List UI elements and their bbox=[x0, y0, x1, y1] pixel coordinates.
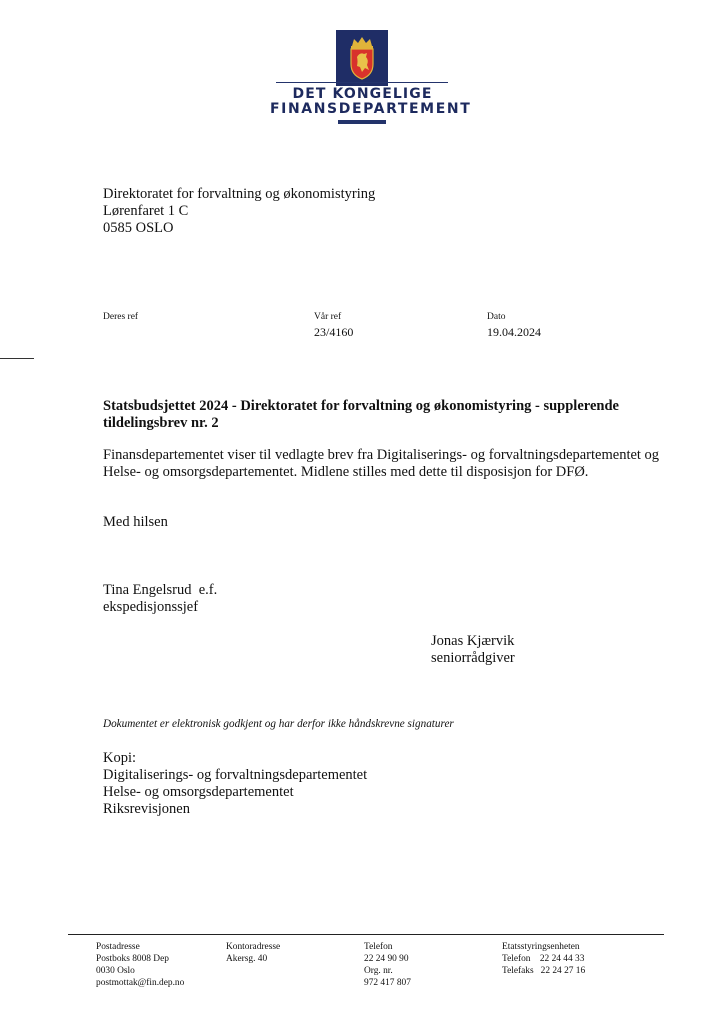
copy-recipient: Digitaliserings- og forvaltningsdepartementet bbox=[103, 767, 368, 783]
footer-etat-label: Etatsstyringsenheten bbox=[502, 942, 580, 952]
footer-kontoradresse-line: Akersg. 40 bbox=[226, 954, 268, 964]
copy-recipient: Helse- og omsorgsdepartementet bbox=[103, 784, 294, 800]
closing-greeting: Med hilsen bbox=[103, 514, 168, 530]
electronic-approval-note: Dokumentet er elektronisk godkjent og har derfor ikke håndskrevne signaturer bbox=[103, 718, 454, 730]
footer-telefon bbox=[364, 941, 411, 989]
var-ref-value: 23/4160 bbox=[314, 325, 354, 339]
footer-postadresse-line: 0030 Oslo bbox=[96, 966, 135, 976]
footer-postadresse bbox=[96, 941, 184, 989]
copy-label: Kopi: bbox=[103, 750, 137, 766]
footer-email: postmottak@fin.dep.no bbox=[96, 978, 185, 988]
letterhead-line-1: DET KONGELIGE bbox=[292, 86, 433, 102]
signer-2-name: Jonas Kjærvik bbox=[431, 633, 515, 649]
dato-value: 19.04.2024 bbox=[487, 325, 541, 339]
footer-postadresse-label: Postadresse bbox=[96, 942, 140, 952]
norwegian-coat-of-arms-icon bbox=[336, 30, 388, 86]
letterhead-line-2: FINANSDEPARTEMENT bbox=[270, 101, 472, 117]
signer-2-title: seniorrådgiver bbox=[431, 650, 515, 666]
footer-etat-telefaks: Telefaks 22 24 27 16 bbox=[502, 966, 586, 976]
recipient-address bbox=[103, 186, 375, 237]
footer-rule bbox=[68, 934, 664, 935]
letter-subject: Statsbudsjettet 2024 - Direktoratet for forvaltning og økonomistyring - supplerende tildelingsbrev nr. 2 bbox=[103, 398, 619, 431]
signer-1-title: ekspedisjonssjef bbox=[103, 599, 199, 615]
footer-etat-telefon: Telefon 22 24 44 33 bbox=[502, 954, 585, 964]
signer-1 bbox=[103, 582, 217, 616]
footer-kontoradresse bbox=[226, 941, 280, 965]
footer-telefon-label: Telefon bbox=[364, 942, 393, 952]
footer-orgnr-value: 972 417 807 bbox=[364, 978, 411, 988]
recipient-name: Direktoratet for forvaltning og økonomistyring bbox=[103, 186, 376, 202]
deres-ref-label: Deres ref bbox=[103, 312, 139, 322]
copy-list bbox=[103, 750, 367, 818]
footer-postadresse-line: Postboks 8008 Dep bbox=[96, 954, 169, 964]
signer-1-name: Tina Engelsrud e.f. bbox=[103, 582, 218, 598]
footer-orgnr-label: Org. nr. bbox=[364, 966, 393, 976]
fold-mark bbox=[0, 358, 34, 359]
copy-recipient: Riksrevisjonen bbox=[103, 801, 190, 817]
letter-body: Finansdepartementet viser til vedlagte brev fra Digitaliserings- og forvaltningsdepartementet og Helse- og omsorgsdepartementet. Midlene stilles med dette til disposisjon for DFØ. bbox=[103, 447, 660, 480]
dato-label: Dato bbox=[487, 312, 506, 322]
footer-telefon-line: 22 24 90 90 bbox=[364, 954, 409, 964]
footer-kontoradresse-label: Kontoradresse bbox=[226, 942, 281, 952]
var-ref-label: Vår ref bbox=[314, 312, 342, 322]
letterhead-rule-bottom bbox=[338, 120, 386, 124]
recipient-city: 0585 OSLO bbox=[103, 220, 174, 236]
footer-etat bbox=[502, 941, 585, 977]
signer-2 bbox=[431, 633, 515, 667]
letterhead-rule-top bbox=[276, 82, 448, 83]
recipient-street: Lørenfaret 1 C bbox=[103, 203, 189, 219]
